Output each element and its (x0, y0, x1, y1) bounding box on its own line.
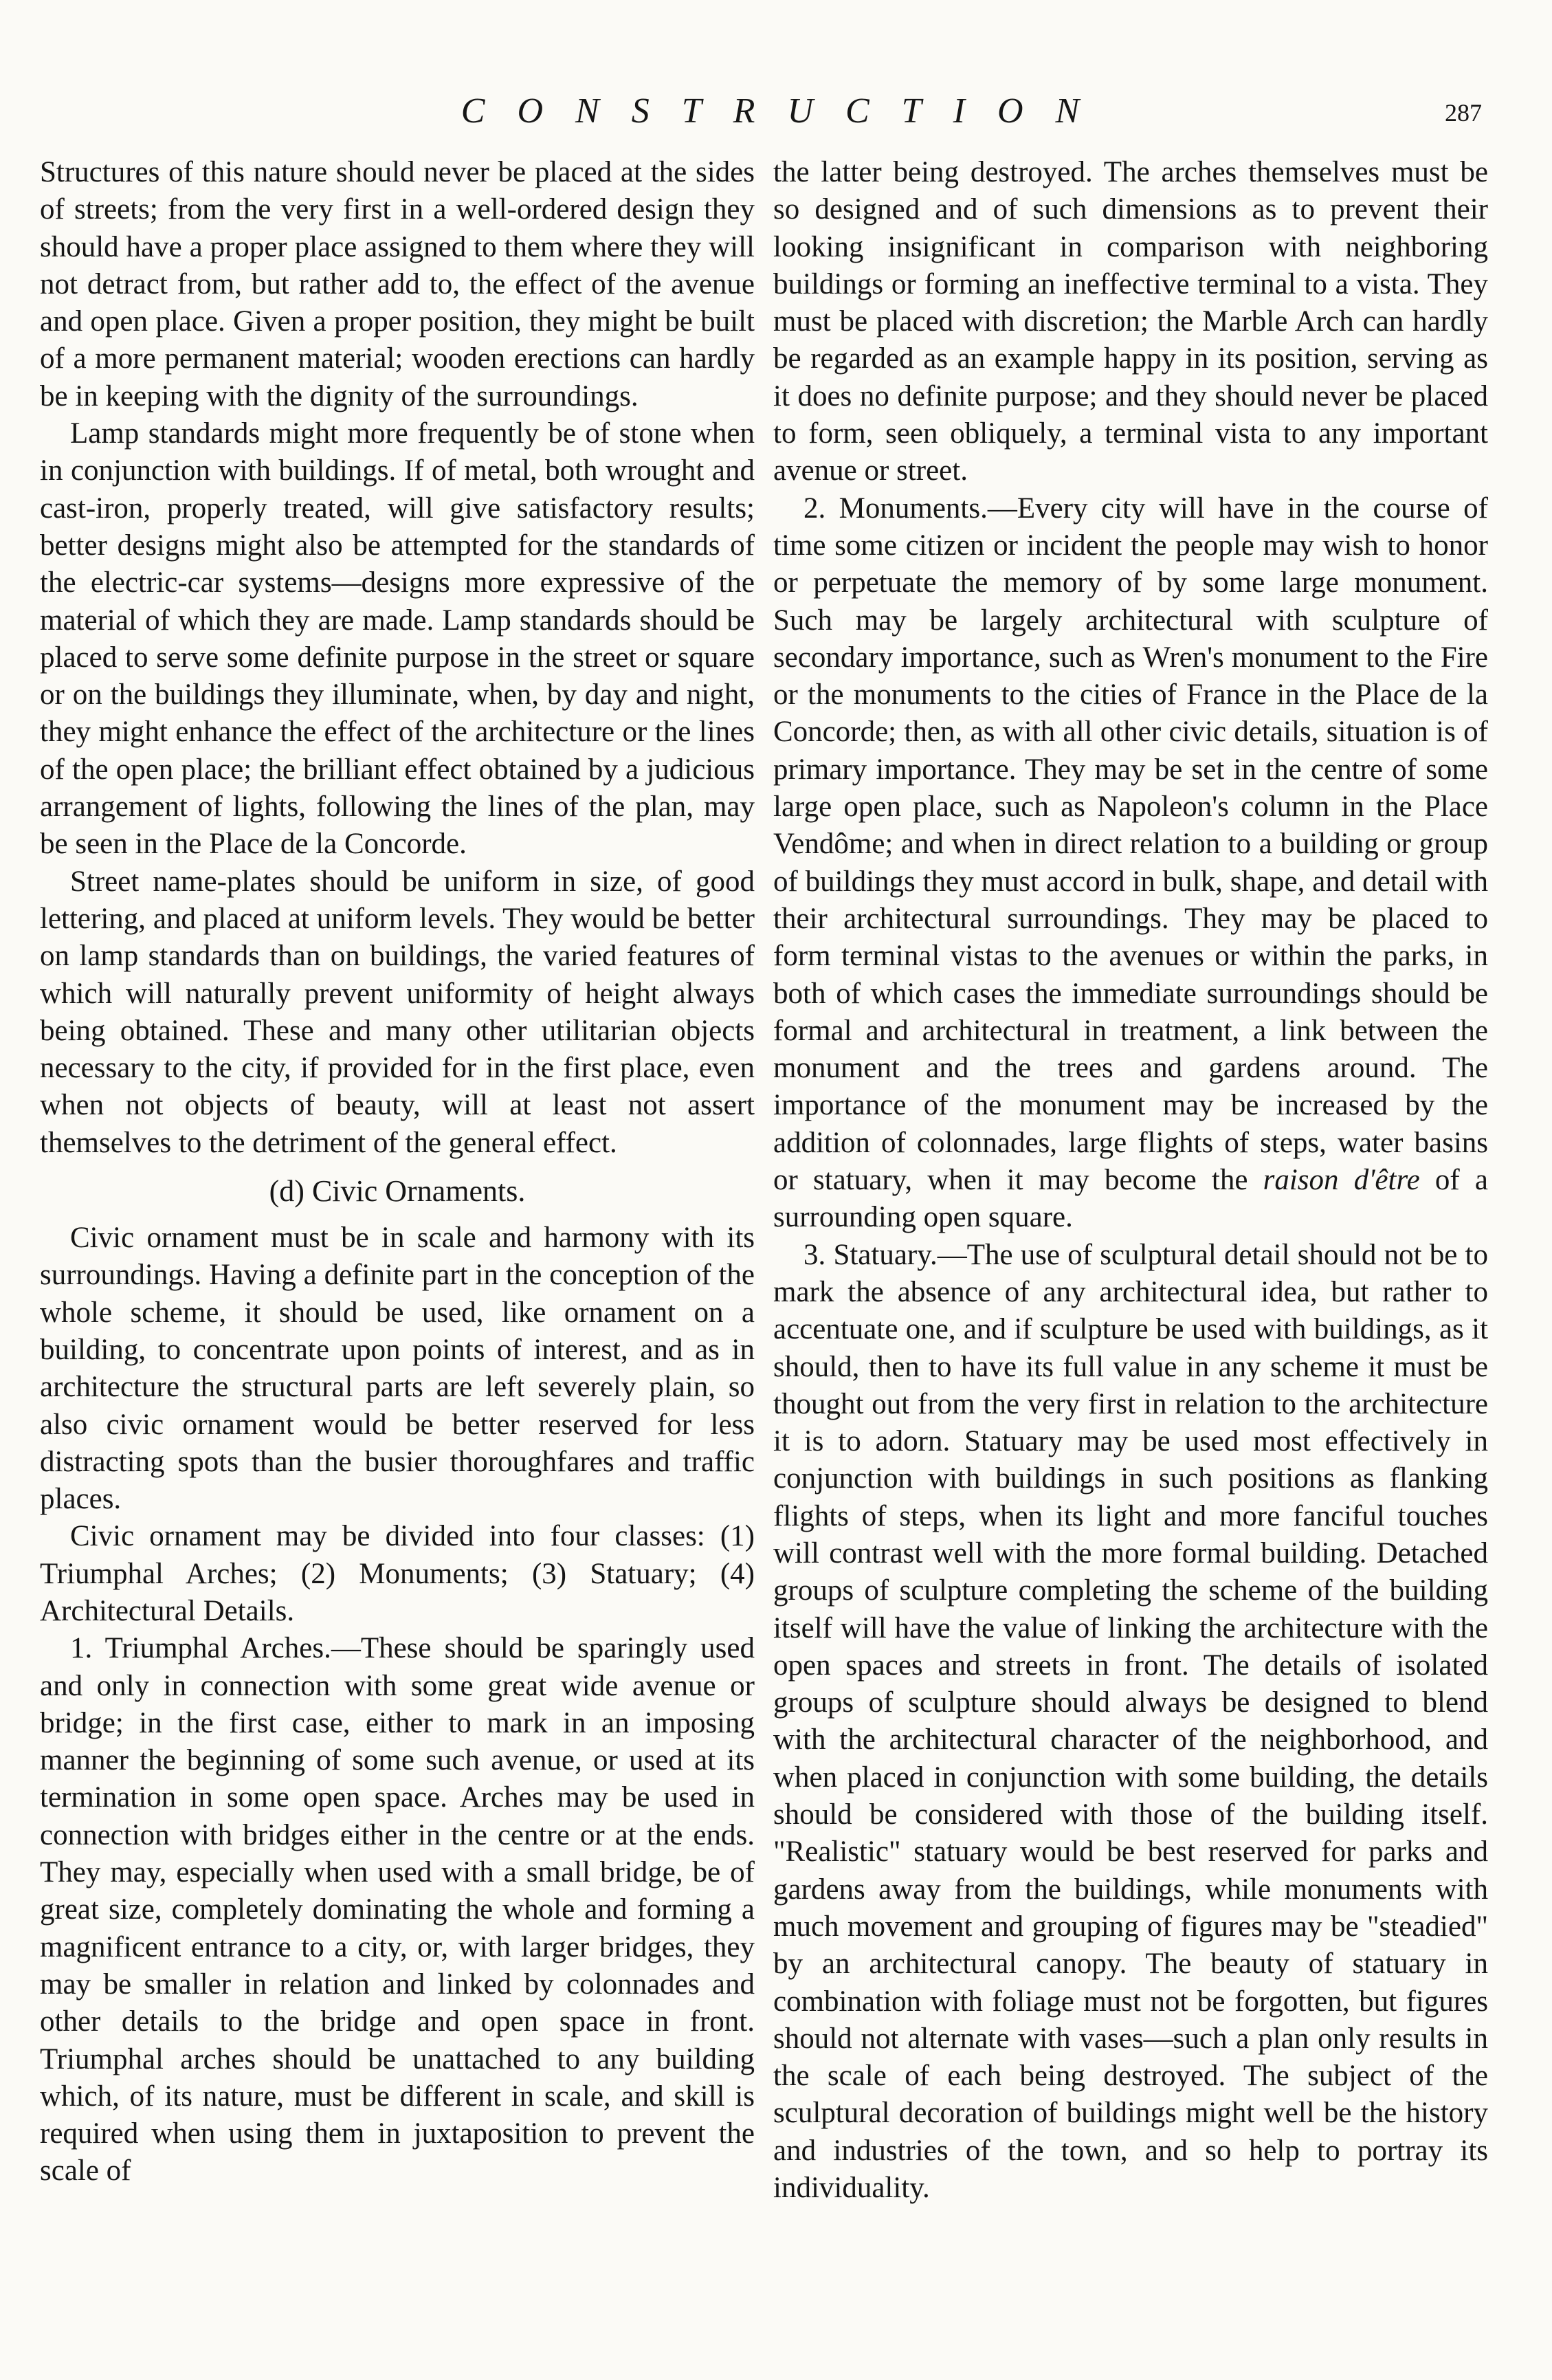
paragraph-four-classes: Civic ornament may be divided into four classes: (1) Triumphal Arches; (2) Monuments; (3) Statuary; (4) Architectural Details. (40, 1520, 755, 1627)
paragraph-arches-continued: the latter being destroyed. The arches themselves must be so designed and of such dimensions as to prevent their looking insignificant in comparison with neighboring buildings or forming an ineffective terminal to a vista. They must be placed with discretion; the Marble Arch can hardly be regarded as an example happy in its position, serving as it does no definite purpose; and they should never be placed to form, seen obliquely, a terminal vista to any important avenue or street. (773, 156, 1488, 487)
monuments-text: 2. Monuments.—Every city will have in the course of time some citizen or incident the people may wish to honor or perpetuate the memory of by some large monument. Such may be largely architectural with sculpture of secondary importance, such as Wren's monument to the Fire or the monuments to the cities of France in the Place de la Concorde; then, as with all other civic details, situation is of primary importance. They may be set in the centre of some large open place, such as Napoleon's column in the Place Vendôme; and when in direct relation to a building or group of buildings they must accord in bulk, shape, and detail with their architectural surroundings. They may be placed to form terminal vistas to the avenues or within the parks, in both of which cases the immediate surroundings should be formal and architectural in treatment, a link between the monument and the trees and gardens around. The importance of the monument may be increased by the addition of colonnades, large flights of steps, water basins or statuary, when it may become the (773, 492, 1488, 1197)
paragraph-lamp-standards: Lamp standards might more frequently be of stone when in conjunction with buildings. If of metal, both wrought and cast-iron, properly treated, will give satisfactory results; better designs might also be attempted for the standards of the electric-car systems—designs more expressive of the material of which they are made. Lamp standards should be placed to serve some definite purpose in the street or square or on the buildings they illuminate, when, by day and night, they might enhance the effect of the architecture or the lines of the open place; the brilliant effect obtained by a judicious arrangement of lights, following the lines of the plan, may be seen in the Place de la Concorde. (40, 417, 755, 861)
paragraph-statuary: 3. Statuary.—The use of sculptural detail should not be to mark the absence of any architectural idea, but rather to accentuate one, and if sculpture be used with buildings, as it should, then to have its full value in any scheme it must be thought out from the very first in relation to the architecture it is to adorn. Statuary may be used most effectively in conjunction with buildings in such positions as flanking flights of steps, when its light and more fanciful touches will contrast well with the more formal building. Detached groups of sculpture completing the scheme of the building itself will have the value of linking the architecture with the open spaces and streets in front. The details of isolated groups of sculpture should always be designed to blend with the architectural character of the neighborhood, and when placed in conjunction with some building, the details should be considered with those of the building itself. "Realistic" statuary would be best reserved for parks and gardens away from the buildings, while monuments with much movement and grouping of figures may be "steadied" by an architectural canopy. The beauty of statuary in combination with foliage must not be forgotten, but figures should not alternate with vases—such a plan only results in the scale of each being destroyed. The subject of the sculptural decoration of buildings might well be the history and industries of the town, and so help to portray its individuality. (773, 1238, 1488, 2205)
running-title: C O N S T R U C T I O N (461, 91, 1091, 131)
page-number: 287 (1445, 99, 1482, 126)
section-heading-civic-ornaments: (d) Civic Ornaments. (269, 1174, 526, 1209)
paragraph-street-name-plates: Street name-plates should be uniform in size, of good lettering, and placed at uniform levels. They would be better on lamp standards than on buildings, the varied features of which will naturally prevent uniformity of height always being obtained. These and many other utilitarian objects necessary to the city, if provided for in the first place, even when not objects of beauty, will at least not assert themselves to the detriment of the general effect. (40, 865, 755, 1159)
right-column (773, 154, 1488, 2207)
paragraph-civic-ornament-scale: Civic ornament must be in scale and harmony with its surroundings. Having a definite part in the conception of the whole scheme, it should be used, like ornament on a building, to concentrate upon points of interest, and as in architecture the structural parts are left severely plain, so also civic ornament would be better reserved for less distracting spots than the busier thoroughfares and traffic places. (40, 1222, 755, 1516)
page-header (0, 91, 1552, 146)
left-column (40, 154, 755, 2190)
paragraph-structures: Structures of this nature should never be placed at the sides of streets; from the very first in a well-ordered design they should have a proper place assigned to them where they will not detract from, but rather add to, the effect of the avenue and open place. Given a proper position, they might be built of a more permanent material; wooden erections can hardly be in keeping with the dignity of the surroundings. (40, 156, 755, 412)
paragraph-triumphal-arches: 1. Triumphal Arches.—These should be sparingly used and only in connection with some great wide avenue or bridge; in the first case, either to mark in an imposing manner the beginning of some such avenue, or used at its termination in some open space. Arches may be used in connection with bridges either in the centre or at the ends. They may, especially when used with a small bridge, be of great size, completely dominating the whole and forming a magnificent entrance to a city, or, with larger bridges, they may be smaller in relation and linked by colonnades and other details to the bridge and open space in front. Triumphal arches should be unattached to any building which, of its nature, must be different in scale, and skill is required when using them in juxtaposition to prevent the scale of (40, 1632, 755, 2188)
monuments-text-end: of a surrounding open square. (773, 1164, 1488, 1234)
raison-detre-italic: raison d'être (1263, 1164, 1420, 1197)
paragraph-monuments (773, 490, 1488, 1237)
